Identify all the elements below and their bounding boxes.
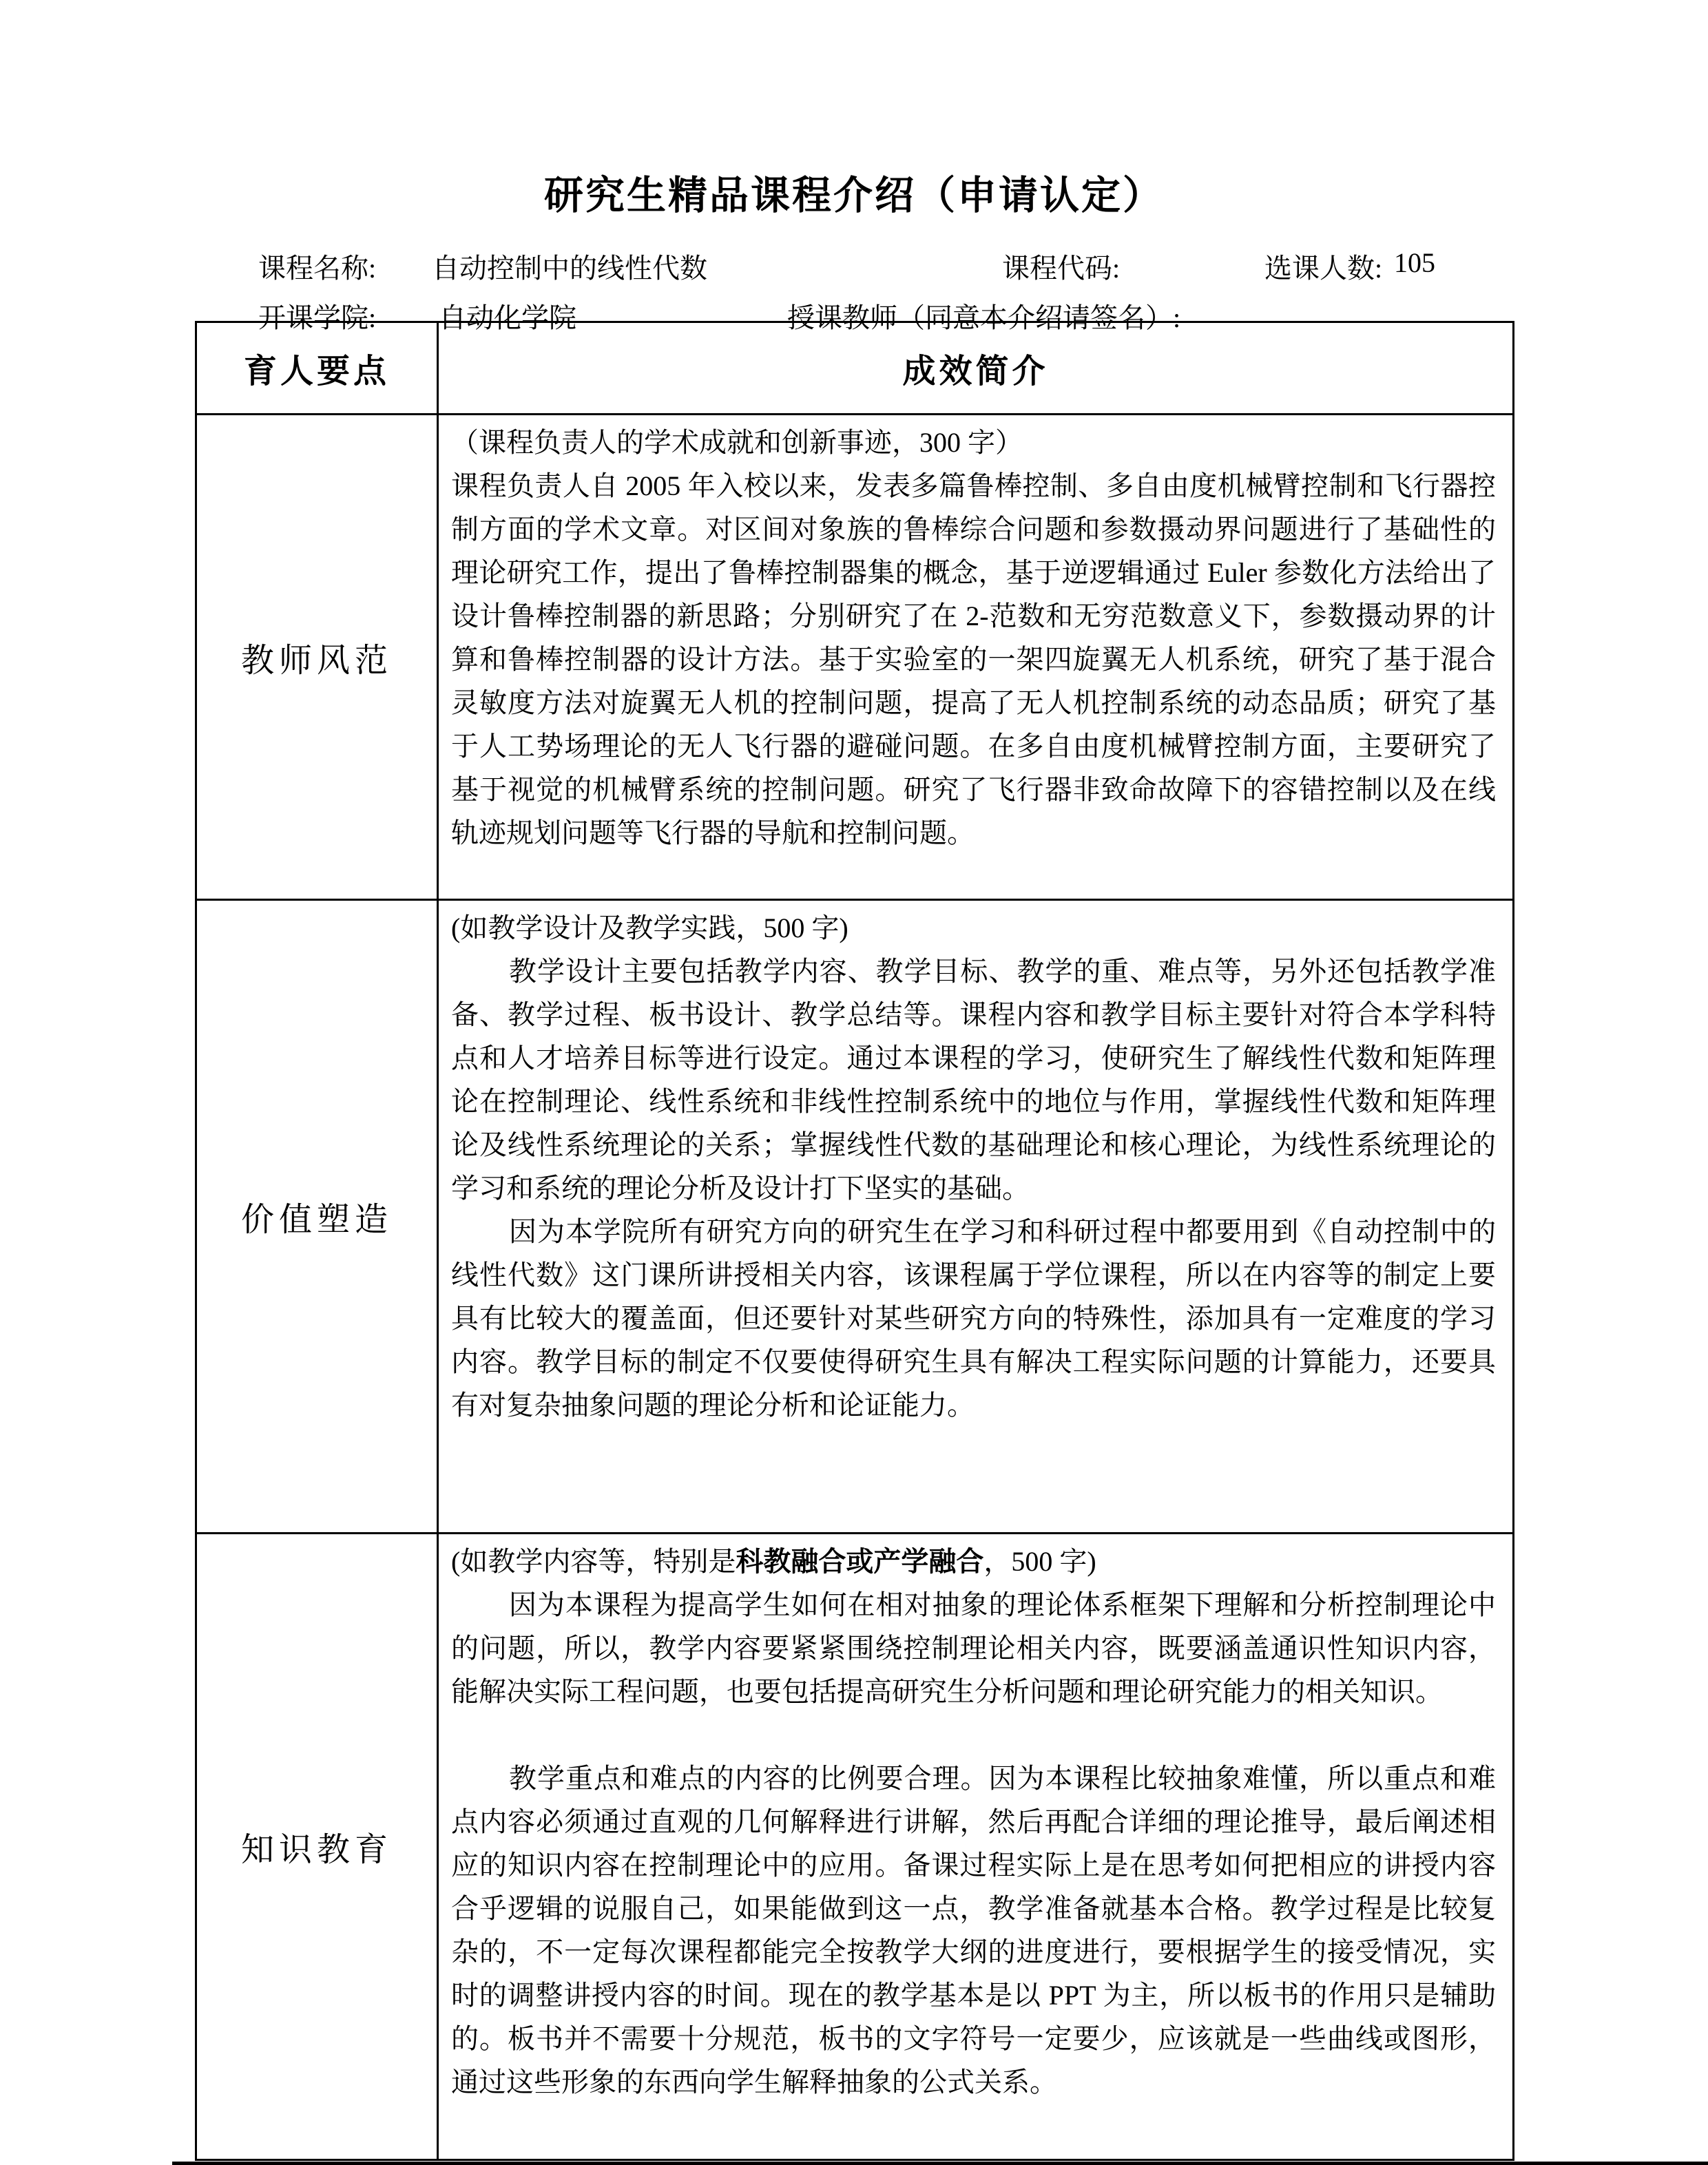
row-label-knowledge-education: 知识教育 — [196, 1534, 438, 2160]
content-box — [451, 421, 1496, 896]
table-header-row — [196, 322, 1514, 415]
row-note: （课程负责人的学术成就和创新事迹，300 字） — [451, 427, 1023, 458]
page-title: 研究生精品课程介绍（申请认定） — [544, 174, 1164, 218]
row-paragraph: 课程负责人自 2005 年入校以来，发表多篇鲁棒控制、多自由度机械臂控制和飞行器控制方面的学术文章。对区间对象族的鲁棒综合问题和参数摄动界问题进行了基础性的理论研究工作，提出了鲁棒控制器集的概念，基于逆逻辑通过 Euler 参数化方法给出了设计鲁棒控制器的新思路；分别研究了在 2-范数和无穷范数意义下，参数摄动界的计算和鲁棒控制器的设计方法。基于实验室的一架四旋翼无人机系统，研究了基于混合灵敏度方法对旋翼无人机的控制问题，提高了无人机控制系统的动态品质；研究了基于人工势场理论的无人飞行器的避碰问题。在多自由度机械臂控制方面，主要研究了基于视觉的机械臂系统的控制问题。研究了飞行器非致命故障下的容错控制以及在线轨迹规划问题等飞行器的导航和控制问题。 — [451, 470, 1496, 848]
column-header-key-points: 育人要点 — [196, 322, 438, 415]
row-label-teacher-style: 教师风范 — [196, 415, 438, 900]
note-bold-text: 科教融合或产学融合 — [736, 1546, 984, 1577]
column-header-results: 成效简介 — [438, 322, 1514, 415]
course-intro-table — [195, 321, 1514, 2161]
row-paragraph: 因为本课程为提高学生如何在相对抽象的理论体系框架下理解和分析控制理论中的问题，所以，教学内容要紧紧围绕控制理论相关内容，既要涵盖通识性知识内容，能解决实际工程问题，也要包括提高研究生分析问题和理论研究能力的相关知识。 — [451, 1589, 1496, 1707]
table-row — [196, 1534, 1514, 2160]
table-row — [196, 415, 1514, 900]
course-code-label: 课程代码: — [1002, 253, 1121, 284]
row-paragraph: 因为本学院所有研究方向的研究生在学习和科研过程中都要用到《自动控制中的线性代数》这门课所讲授相关内容，该课程属于学位课程，所以在内容等的制定上要具有比较大的覆盖面，但还要针对某些研究方向的特殊性，添加具有一定难度的学习内容。教学目标的制定不仅要使得研究生具有解决工程实际问题的计算能力，还要具有对复杂抽象问题的理论分析和论证能力。 — [451, 1216, 1496, 1421]
row-paragraph: 教学设计主要包括教学内容、教学目标、教学的重、难点等，另外还包括教学准备、教学过程、板书设计、教学总结等。课程内容和教学目标主要针对符合本学科特点和人才培养目标等进行设定。通过本课程的学习，使研究生了解线性代数和矩阵理论在控制理论、线性系统和非线性控制系统中的地位与作用，掌握线性代数和矩阵理论及线性系统理论的关系；掌握线性代数的基础理论和核心理论，为线性系统理论的学习和系统的理论分析及设计打下坚实的基础。 — [451, 956, 1496, 1204]
course-name-value: 自动控制中的线性代数 — [432, 253, 707, 284]
content-box — [451, 906, 1496, 1529]
scan-bottom-edge — [172, 2162, 1708, 2165]
row-content-knowledge-education — [438, 1534, 1514, 2160]
school-label: 开课学院: — [258, 302, 377, 333]
enrollment-label: 选课人数: — [1264, 253, 1383, 284]
row-label-value-shaping: 价值塑造 — [196, 900, 438, 1534]
note-suffix: ，500 字) — [983, 1546, 1096, 1577]
note-prefix: (如教学内容等，特别是 — [451, 1546, 736, 1577]
row-note — [451, 1540, 1496, 1583]
teacher-label: 授课教师（同意本介绍请签名）: — [787, 302, 1181, 333]
table-row — [196, 900, 1514, 1534]
row-paragraph: 教学重点和难点的内容的比例要合理。因为本课程比较抽象难懂，所以重点和难点内容必须通过直观的几何解释进行讲解，然后再配合详细的理论推导，最后阐述相应的知识内容在控制理论中的应用。备课过程实际上是在思考如何把相应的讲授内容合乎逻辑的说服自己，如果能做到这一点，教学准备就基本合格。教学过程是比较复杂的，不一定每次课程都能完全按教学大纲的进度进行，要根据学生的接受情况，实时的调整讲授内容的时间。现在的教学基本是以 PPT 为主，所以板书的作用只是辅助的。板书并不需要十分规范，板书的文字符号一定要少，应该就是一些曲线或图形，通过这些形象的东西向学生解释抽象的公式关系。 — [451, 1763, 1496, 2098]
row-note: (如教学设计及教学实践，500 字) — [451, 912, 848, 943]
school-value: 自动化学院 — [439, 302, 576, 333]
content-box — [451, 1540, 1496, 2157]
enrollment-value: 105 — [1394, 247, 1435, 278]
row-content-value-shaping — [438, 900, 1514, 1534]
course-name-label: 课程名称: — [258, 253, 377, 284]
row-content-teacher-style — [438, 415, 1514, 900]
